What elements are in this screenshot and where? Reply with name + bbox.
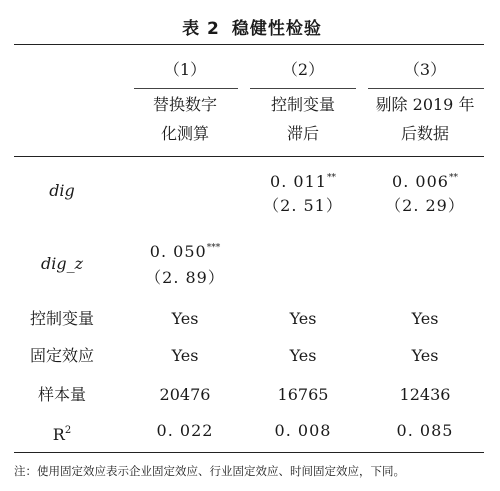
dig-c3-tstat: （2. 29） [385,196,465,215]
table-number: 表 2 [182,19,220,39]
column-1-rule [134,88,238,89]
column-3-desc-line1: 剔除 2019 年 [375,95,475,114]
column-2-desc-line2: 滞后 [286,124,319,143]
sample-size-c1: 20476 [159,385,211,404]
dig-c2-stars: ** [326,173,336,183]
r-squared-c1: 0. 022 [156,421,214,440]
fixed-effects-c1: Yes [171,346,199,365]
fixed-effects-c2: Yes [289,346,317,365]
column-1-desc-line1: 替换数字 [152,95,217,114]
column-3-number: （3） [403,60,447,79]
row-label-dig: dig [49,181,75,200]
column-2-number: （2） [281,60,325,79]
dig-c2-tstat: （2. 51） [263,196,343,215]
row-label-dig-z: dig_z [40,254,84,273]
row-label-controls: 控制变量 [29,309,94,328]
dig-z-c1-stars: *** [206,243,221,253]
bottom-rule [14,452,484,453]
column-1-desc-line2: 化测算 [160,124,209,143]
fixed-effects-c3: Yes [411,346,439,365]
r-squared-superscript: 2 [64,425,72,436]
sample-size-c2: 16765 [277,385,329,404]
column-3-rule [368,88,484,89]
table-note: 注：使用固定效应表示企业固定效应、行业固定效应、时间固定效应，下同。 [14,464,405,478]
dig-c3-coef: 0. 006** [392,172,458,191]
row-label-fixed-effects: 固定效应 [29,346,94,365]
column-1-number: （1） [163,60,207,79]
column-2-rule [250,88,356,89]
row-label-sample-size: 样本量 [37,385,86,404]
column-2-desc-line1: 控制变量 [270,95,335,114]
header-rule [14,156,484,157]
controls-c1: Yes [171,309,199,328]
dig-z-c1-coef: 0. 050*** [149,242,221,261]
top-rule [14,44,484,45]
table-caption: 稳健性检验 [231,19,322,39]
dig-c2-coef: 0. 011** [270,172,336,191]
controls-c2: Yes [289,309,317,328]
table-title [0,14,500,39]
column-3-desc-line2: 后数据 [400,124,449,143]
row-label-r-squared: $R^2$ [52,425,72,444]
dig-c3-stars: ** [448,173,458,183]
r-squared-c3: 0. 085 [396,421,454,440]
dig-z-c1-tstat: （2. 89） [145,268,225,287]
sample-size-c3: 12436 [399,385,451,404]
r-squared-c2: 0. 008 [274,421,332,440]
controls-c3: Yes [411,309,439,328]
